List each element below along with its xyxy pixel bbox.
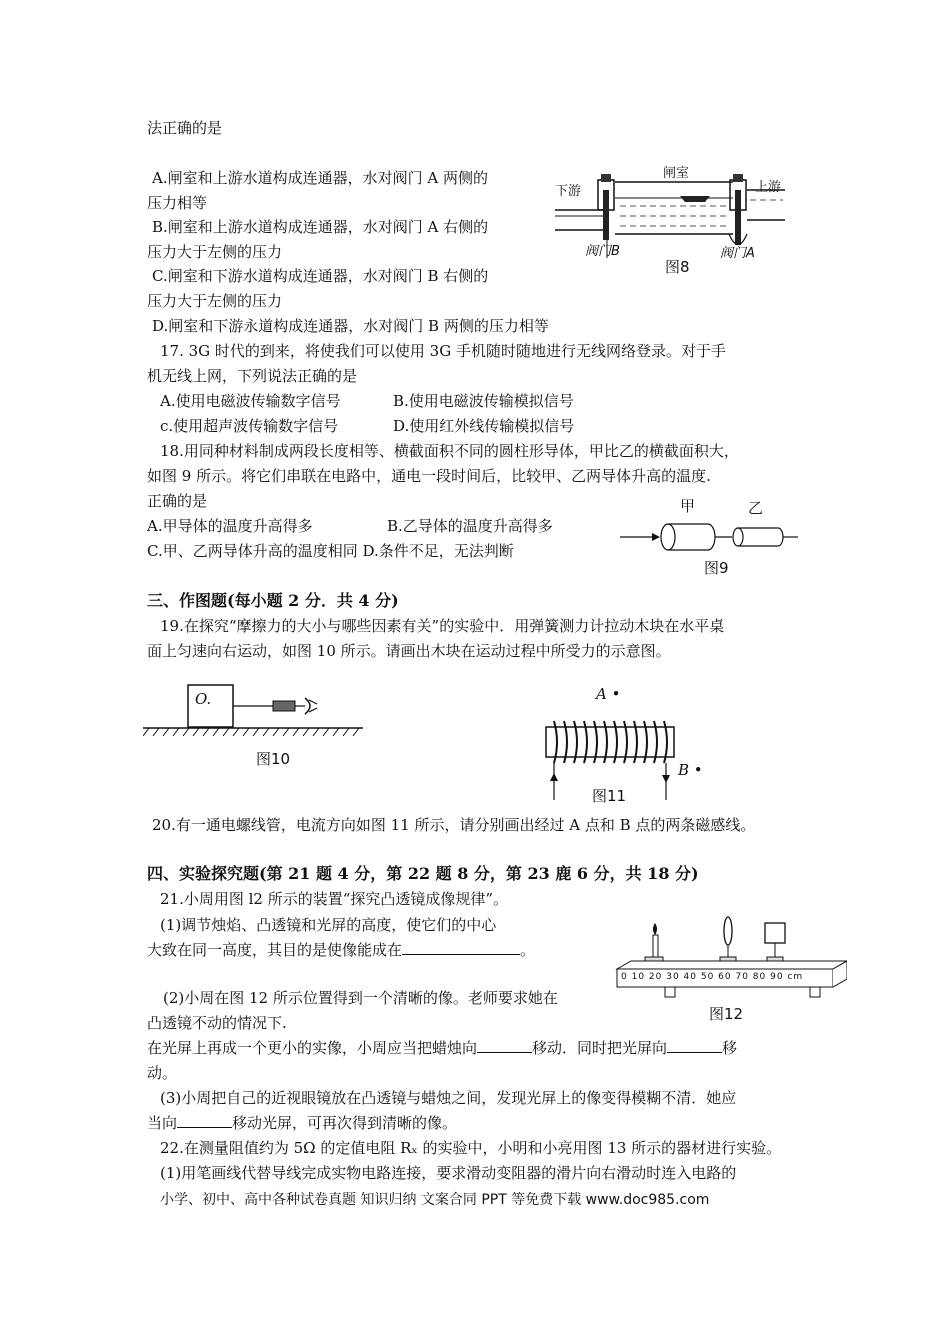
option-b: B.使用电磁波传输模拟信号 — [393, 392, 574, 410]
answer-blank[interactable] — [177, 1113, 232, 1128]
figure-caption: 图11 — [592, 787, 627, 805]
question-17: 17. 3G 时代的到来，将使我们可以使用 3G 手机随时随地进行无线网络登录。对于手 — [160, 342, 726, 360]
answer-blank[interactable] — [402, 940, 520, 955]
text-line: 压力大于左侧的压力 — [147, 292, 283, 310]
option-a: A.甲导体的温度升高得多 — [147, 517, 313, 535]
label-downstream: 下游 — [555, 184, 582, 199]
line-text: 移 — [722, 1039, 738, 1057]
figure-caption: 图8 — [665, 258, 690, 276]
text-line: 凸透镜不动的情况下. — [147, 1014, 287, 1032]
label-valve-b: 阀门B — [585, 244, 620, 259]
figure-8-ship-lock — [555, 160, 785, 276]
line-text: 移动．同时把光屏向 — [532, 1039, 668, 1057]
option-a: A.闸室和上游水道构成连通器，水对阀门 A 两侧的 — [152, 169, 488, 187]
option-a: A.使用电磁波传输数字信号 — [160, 392, 341, 410]
label-point-a: A • — [596, 685, 621, 703]
label-jia: 甲 — [680, 497, 696, 515]
label-point-b: B • — [678, 761, 703, 779]
line-text: 。 — [520, 941, 536, 959]
optical-bench-diagram — [615, 915, 847, 1005]
ruler-ticks: 0 10 20 30 40 50 60 70 80 90 cm — [621, 972, 804, 982]
answer-blank[interactable] — [667, 1038, 722, 1053]
text-line: 正确的是 — [147, 492, 208, 510]
line-text: 移动光屏，可再次得到清晰的像。 — [232, 1114, 458, 1132]
solenoid-diagram — [540, 685, 730, 805]
figure-10-block — [143, 682, 368, 772]
text-line: (2)小周在图 12 所示位置得到一个清晰的像。老师要求她在 — [163, 989, 558, 1007]
option-c: C.闸室和下游水道构成连通器，水对阀门 B 右侧的 — [152, 267, 489, 285]
section-heading-4: 四、实验探究题(第 21 题 4 分，第 22 题 8 分，第 23 鹿 6 分，共 18 分) — [147, 864, 699, 883]
figure-12-optical-bench — [615, 915, 847, 1025]
text-line — [147, 940, 535, 960]
text-line: 法正确的是 — [147, 119, 223, 137]
option-c: c.使用超声波传输数字信号 — [160, 417, 339, 435]
line-text: 当向 — [147, 1114, 178, 1132]
text-line — [147, 1113, 457, 1133]
figure-9-conductors — [620, 495, 800, 580]
text-line: (1)用笔画线代替导线完成实物电路连接，要求滑动变阻器的滑片向右滑动时连入电路的 — [160, 1164, 737, 1182]
option-b: B.闸室和上游水道构成连通器，水对阀门 A 右侧的 — [152, 218, 489, 236]
block-diagram — [143, 682, 368, 742]
line-text: 在光屏上再成一个更小的实像，小周应当把蜡烛向 — [147, 1039, 478, 1057]
text-line: 机无线上网，下列说法正确的是 — [147, 367, 358, 385]
text-line: 如图 9 所示。将它们串联在电路中，通电一段时间后，比较甲、乙两导体升高的温度. — [147, 467, 711, 485]
question-20: 20.有一通电螺线管，电流方向如图 11 所示，请分别画出经过 A 点和 B 点的两条磁感线。 — [152, 816, 756, 834]
text-line: 面上匀速向右运动，如图 10 所示。请画出木块在运动过程中所受力的示意图。 — [147, 642, 671, 660]
line-text: 大致在同一高度，其目的是使像能成在 — [147, 941, 403, 959]
section-heading-3: 三、作图题(每小题 2 分．共 4 分) — [147, 591, 399, 610]
text-line: 压力相等 — [147, 194, 208, 212]
text-line: 压力大于左侧的压力 — [147, 243, 283, 261]
figure-11-solenoid — [540, 685, 730, 810]
figure-caption: 图9 — [704, 559, 729, 577]
text-line: (3)小周把自己的近视眼镜放在凸透镜与蜡烛之间，发现光屏上的像变得模糊不清．她应 — [160, 1089, 737, 1107]
label-valve-a: 阀门A — [720, 246, 755, 261]
text-line: 动。 — [147, 1064, 178, 1082]
label-o: O. — [195, 690, 212, 708]
option-d: D.闸室和下游永道构成连通器，水对阀门 B 两侧的压力相等 — [152, 317, 549, 335]
option-d: D.使用红外线传输模拟信号 — [393, 417, 575, 435]
page-footer: 小学、初中、高中各种试卷真题 知识归纳 文案合同 PPT 等免费下载 www.doc985.com — [160, 1192, 710, 1208]
question-22: 22.在测量阻值约为 5Ω 的定值电阻 Rₓ 的实验中，小明和小亮用图 13 所示的器材进行实验。 — [160, 1139, 782, 1157]
label-upstream: 上游 — [755, 180, 782, 195]
figure-caption: 图10 — [256, 750, 291, 768]
question-19: 19.在探究“摩擦力的大小与哪些因素有关”的实验中．用弹簧测力计拉动木块在水平桌 — [160, 617, 725, 635]
label-yi: 乙 — [748, 499, 764, 517]
question-18: 18.用同种材料制成两段长度相等、横截面积不同的圆柱形导体，甲比乙的横截面积大， — [160, 442, 739, 460]
label-lock-room: 闸室 — [663, 166, 690, 181]
answer-blank[interactable] — [477, 1038, 532, 1053]
figure-caption: 图12 — [709, 1005, 744, 1023]
question-21: 21.小周用图 l2 所示的装置“探究凸透镜成像规律”。 — [160, 890, 509, 908]
option-cd: C.甲、乙两导体升高的温度相同 D.条件不足，无法判断 — [147, 542, 514, 560]
text-line — [147, 1038, 737, 1058]
option-b: B.乙导体的温度升高得多 — [387, 517, 553, 535]
conductor-diagram — [620, 495, 800, 555]
text-line: (1)调节烛焰、凸透镜和光屏的高度，使它们的中心 — [160, 916, 497, 934]
